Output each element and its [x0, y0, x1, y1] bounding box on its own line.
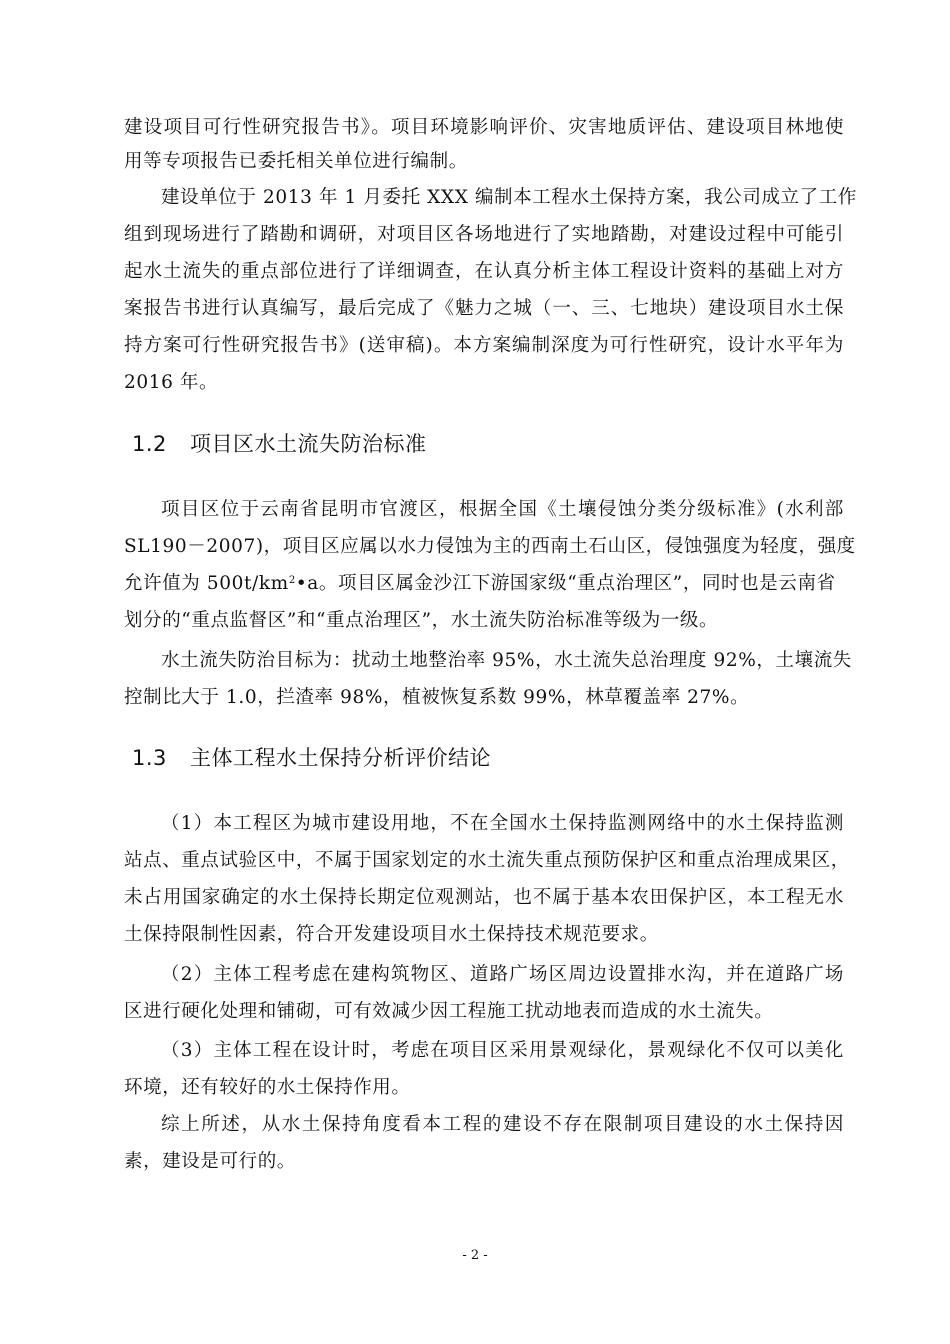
paragraph-line: 2016 年。 [124, 372, 219, 393]
paragraph-line: SL190－2007)，项目区应属以水力侵蚀为主的西南土石山区，侵蚀强度为轻度，强度 [124, 536, 856, 557]
section-heading-1-2 [132, 430, 427, 458]
paragraph-line: 用等专项报告已委托相关单位进行编制。 [124, 151, 468, 172]
paragraph-line: 起水土流失的重点部位进行了详细调查，在认真分析主体工程设计资料的基础上对方 [124, 261, 844, 282]
text-segment: 允许值为 500t/km [124, 573, 289, 594]
paragraph-line: 未占用国家确定的水土保持长期定位观测站，也不属于基本农田保护区，本工程无水 [124, 887, 844, 908]
paragraph-line: 区进行硬化处理和铺砌，可有效减少因工程施工扰动地表而造成的水土流失。 [124, 1001, 774, 1022]
paragraph-line: （1）本工程区为城市建设用地，不在全国水土保持监测网络中的水土保持监测 [161, 813, 844, 834]
paragraph-line: 持方案可行性研究报告书》(送审稿)。本方案编制深度为可行性研究，设计水平年为 [124, 335, 844, 356]
paragraph-line: 项目区位于云南省昆明市官渡区，根据全国《土壤侵蚀分类分级标准》(水利部 [161, 499, 844, 520]
paragraph-line: 土保持限制性因素，符合开发建设项目水土保持技术规范要求。 [124, 924, 659, 945]
paragraph-line: （3）主体工程在设计时，考虑在项目区采用景观绿化，景观绿化不仅可以美化 [161, 1040, 844, 1061]
paragraph-line: 控制比大于 1.0，拦渣率 98%，植被恢复系数 99%，林草覆盖率 27%。 [124, 687, 750, 708]
paragraph-line: 建设单位于 2013 年 1 月委托 XXX 编制本工程水土保持方案，我公司成立了工作 [161, 187, 857, 208]
section-number: 1.3 [132, 746, 167, 770]
paragraph-line: 建设项目可行性研究报告书》。项目环境影响评价、灾害地质评估、建设项目林地使 [124, 117, 844, 138]
paragraph-line: 划分的“重点监督区”和“重点治理区”，水土流失防治标准等级为一级。 [124, 610, 719, 631]
paragraph-line: 素，建设是可行的。 [124, 1151, 296, 1172]
section-heading-1-3 [132, 744, 491, 772]
superscript: 2 [288, 575, 296, 586]
paragraph-line: 环境，还有较好的水土保持作用。 [124, 1077, 411, 1098]
section-number: 1.2 [132, 432, 167, 456]
section-title: 主体工程水土保持分析评价结论 [190, 746, 491, 770]
paragraph-line-with-unit [124, 572, 844, 596]
page-number: - 2 - [462, 1248, 488, 1263]
paragraph-line: 组到现场进行了踏勘和调研，对项目区各场地进行了实地踏勘，对建设过程中可能引 [124, 224, 844, 245]
text-segment: •a。项目区属金沙江下游国家级“重点治理区”，同时也是云南省 [295, 573, 836, 594]
paragraph-line: （2）主体工程考虑在建构筑物区、道路广场区周边设置排水沟，并在道路广场 [161, 964, 844, 985]
section-title: 项目区水土流失防治标准 [190, 432, 427, 456]
paragraph-line: 水土流失防治目标为：扰动土地整治率 95%，水土流失总治理度 92%，土壤流失 [161, 650, 852, 671]
paragraph-line: 站点、重点试验区中，不属于国家划定的水土流失重点预防保护区和重点治理成果区， [124, 850, 850, 871]
paragraph-line: 综上所述，从水土保持角度看本工程的建设不存在限制项目建设的水土保持因 [161, 1114, 844, 1135]
paragraph-line: 案报告书进行认真编写，最后完成了《魅力之城（一、三、七地块）建设项目水土保 [124, 298, 844, 319]
